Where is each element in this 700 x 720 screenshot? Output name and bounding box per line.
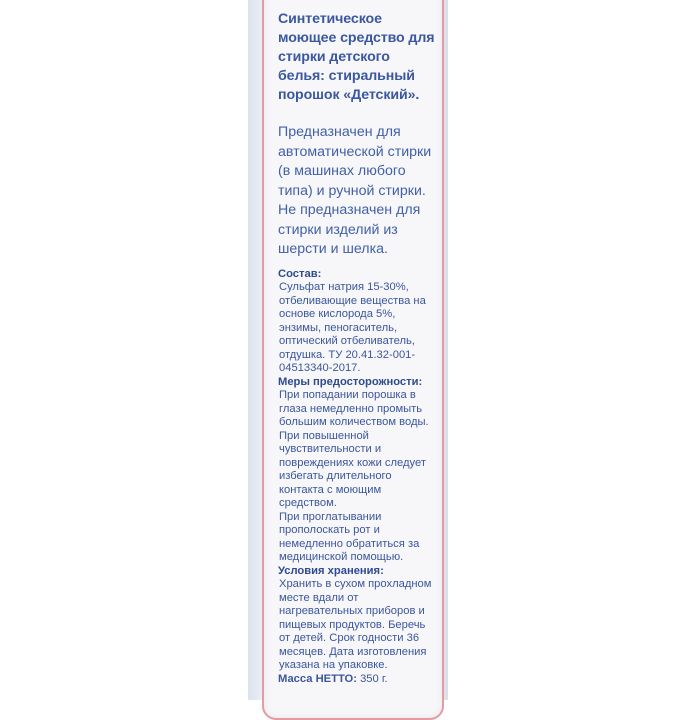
precautions-section — [278, 376, 438, 565]
net-mass-label: Масса НЕТТО: — [278, 672, 357, 685]
storage-section — [278, 565, 438, 673]
net-mass — [278, 673, 438, 687]
composition-section — [278, 268, 438, 376]
label-content — [278, 10, 438, 686]
product-purpose: Предназначен для автоматической стирки (в машинах любого типа) и ручной стирки. Не предназначен для стирки изделий из шерсти и шелка. — [278, 124, 432, 257]
composition-text: Сульфат натрия 15-30%, отбеливающие вещества на основе кислорода 5%, энзимы, пеногаситель, оптический отбеливатель, отдушка. ТУ 20.41.32-001-04513340-2017. — [279, 281, 426, 374]
precautions-text-skin: При повышенной чувствительности и повреждениях кожи следует избегать длительного контакта с моющим средством. — [279, 429, 426, 509]
precautions-text-swallow: При проглатывании прополоскать рот и немедленно обратиться за медицинской помощью. — [279, 510, 420, 563]
precautions-text-eyes: При попадании порошка в глаза немедленно промыть большим количеством воды. — [279, 389, 429, 428]
precautions-title: Меры предосторожности: — [278, 375, 423, 388]
net-mass-value: 350 г. — [360, 672, 388, 685]
storage-text: Хранить в сухом прохладном месте вдали от нагревательных приборов и пищевых продуктов. Беречь от детей. Срок годности 36 месяцев. Дата изготовления указана на упаковке. — [279, 578, 432, 671]
product-headline: Синтетическое моющее средство для стирки детского белья: стиральный порошок «Детский». — [278, 11, 435, 103]
storage-title: Условия хранения: — [278, 564, 384, 577]
composition-title: Состав: — [278, 267, 322, 280]
